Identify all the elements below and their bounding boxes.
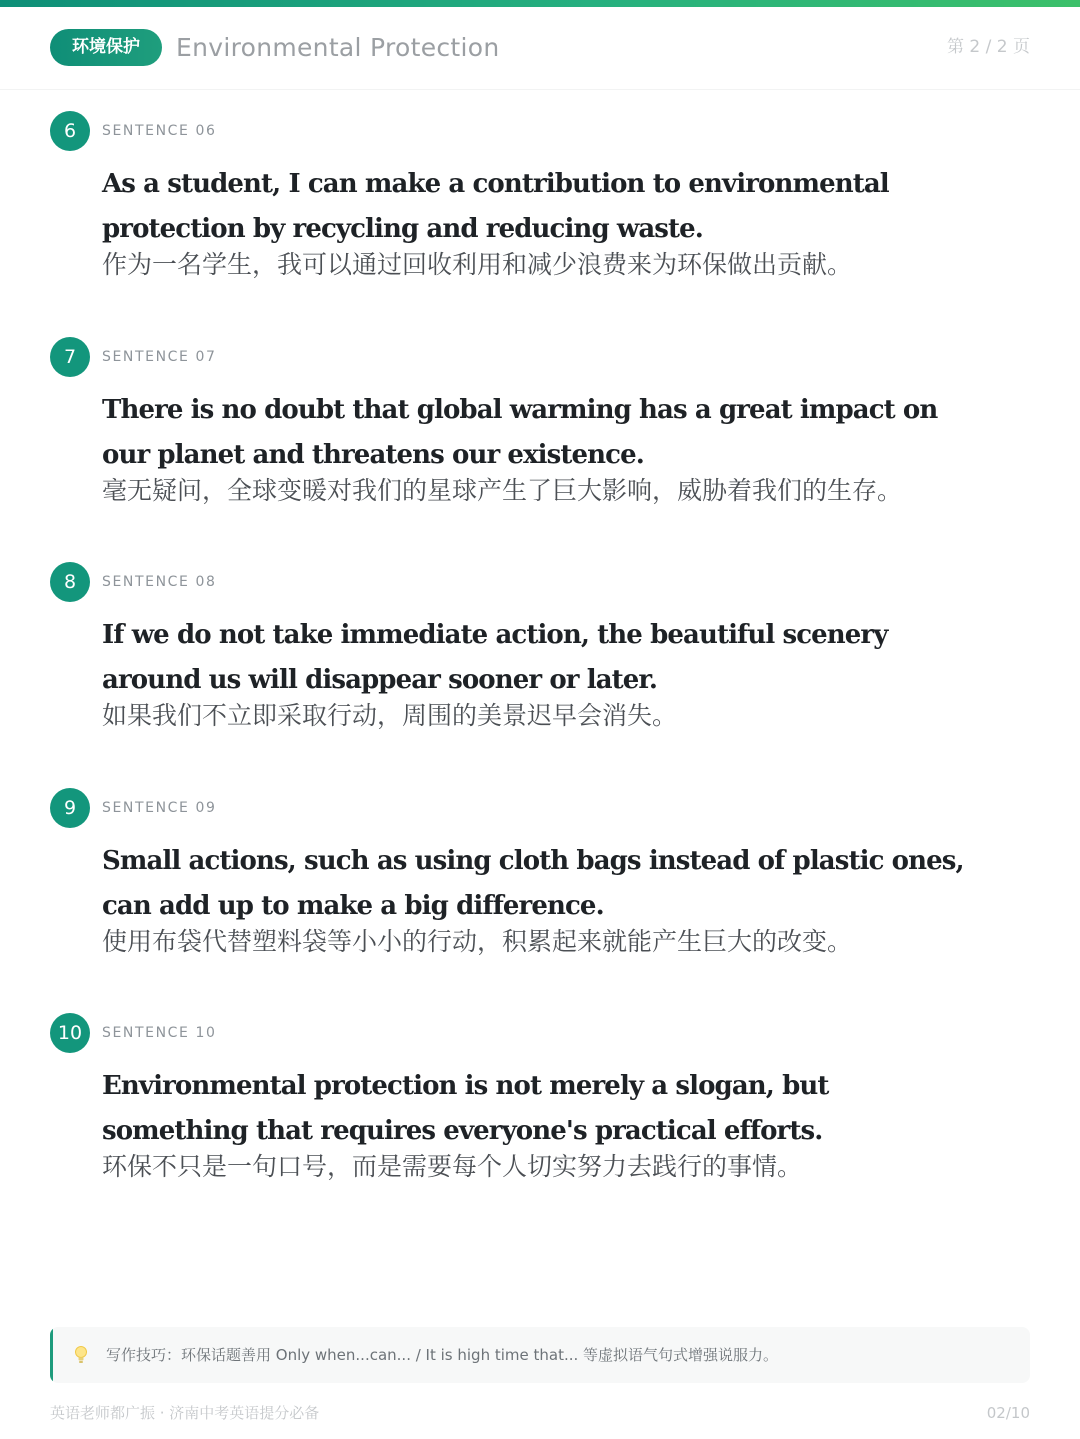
sentence-number-badge: 9	[50, 788, 90, 828]
chinese-translation: 环保不只是一句口号，而是需要每个人切实努力去践行的事情。	[102, 1152, 803, 1181]
sentence-label: SENTENCE 10	[102, 1025, 217, 1041]
footer-page-number: 02/10	[986, 1404, 1030, 1422]
english-sentence	[102, 839, 1040, 929]
sentence-number-badge: 6	[50, 111, 90, 151]
chinese-translation: 作为一名学生，我可以通过回收利用和减少浪费来为环保做出贡献。	[102, 250, 853, 279]
sentence-number-badge: 7	[50, 337, 90, 377]
top-accent-bar	[0, 0, 1080, 7]
english-line: If we do not take immediate action, the beautiful scenery	[102, 620, 888, 650]
sentence-item-9	[50, 788, 1040, 988]
english-line: There is no doubt that global warming has a great impact on	[102, 395, 938, 425]
english-line: Small actions, such as using cloth bags instead of plastic ones,	[102, 846, 964, 876]
english-line: our planet and threatens our existence.	[102, 440, 644, 470]
chinese-translation: 如果我们不立即采取行动，周围的美景迟早会消失。	[102, 701, 678, 730]
topic-tag: 环境保护	[50, 29, 162, 66]
chinese-translation: 使用布袋代替塑料袋等小小的行动，积累起来就能产生巨大的改变。	[102, 927, 853, 956]
english-line: As a student, I can make a contribution to environmental	[102, 169, 889, 199]
english-sentence	[102, 388, 1040, 478]
sentence-item-7	[50, 337, 1040, 537]
sentence-item-10	[50, 1013, 1040, 1213]
writing-tip-box	[50, 1327, 1030, 1383]
english-sentence	[102, 162, 1040, 252]
english-line: around us will disappear sooner or later.	[102, 665, 657, 695]
english-sentence	[102, 613, 1040, 703]
english-line: can add up to make a big difference.	[102, 891, 604, 921]
sentence-item-6	[50, 111, 1040, 311]
chinese-translation: 毫无疑问，全球变暖对我们的星球产生了巨大影响，威胁着我们的生存。	[102, 476, 903, 505]
tip-accent-bar	[50, 1327, 53, 1383]
sentence-number-badge: 8	[50, 562, 90, 602]
sentence-label: SENTENCE 06	[102, 123, 217, 139]
english-line: Environmental protection is not merely a slogan, but	[102, 1071, 829, 1101]
writing-tip-text: 写作技巧：环保话题善用 Only when...can... / It is high time that... 等虚拟语气句式增强说服力。	[106, 1346, 779, 1364]
sentence-item-8	[50, 562, 1040, 762]
sentence-label: SENTENCE 08	[102, 574, 217, 590]
sentence-label: SENTENCE 07	[102, 349, 217, 365]
page-indicator: 第 2 / 2 页	[947, 37, 1030, 57]
sentence-number-badge: 10	[50, 1013, 90, 1053]
english-line: something that requires everyone's practical efforts.	[102, 1116, 823, 1146]
english-line: protection by recycling and reducing waste.	[102, 214, 703, 244]
page-title: Environmental Protection	[176, 33, 500, 62]
sentence-label: SENTENCE 09	[102, 800, 217, 816]
lightbulb-icon	[74, 1345, 88, 1365]
english-sentence	[102, 1064, 1040, 1154]
footer-credit: 英语老师都广振 · 济南中考英语提分必备	[50, 1404, 320, 1422]
page-header	[0, 7, 1080, 90]
